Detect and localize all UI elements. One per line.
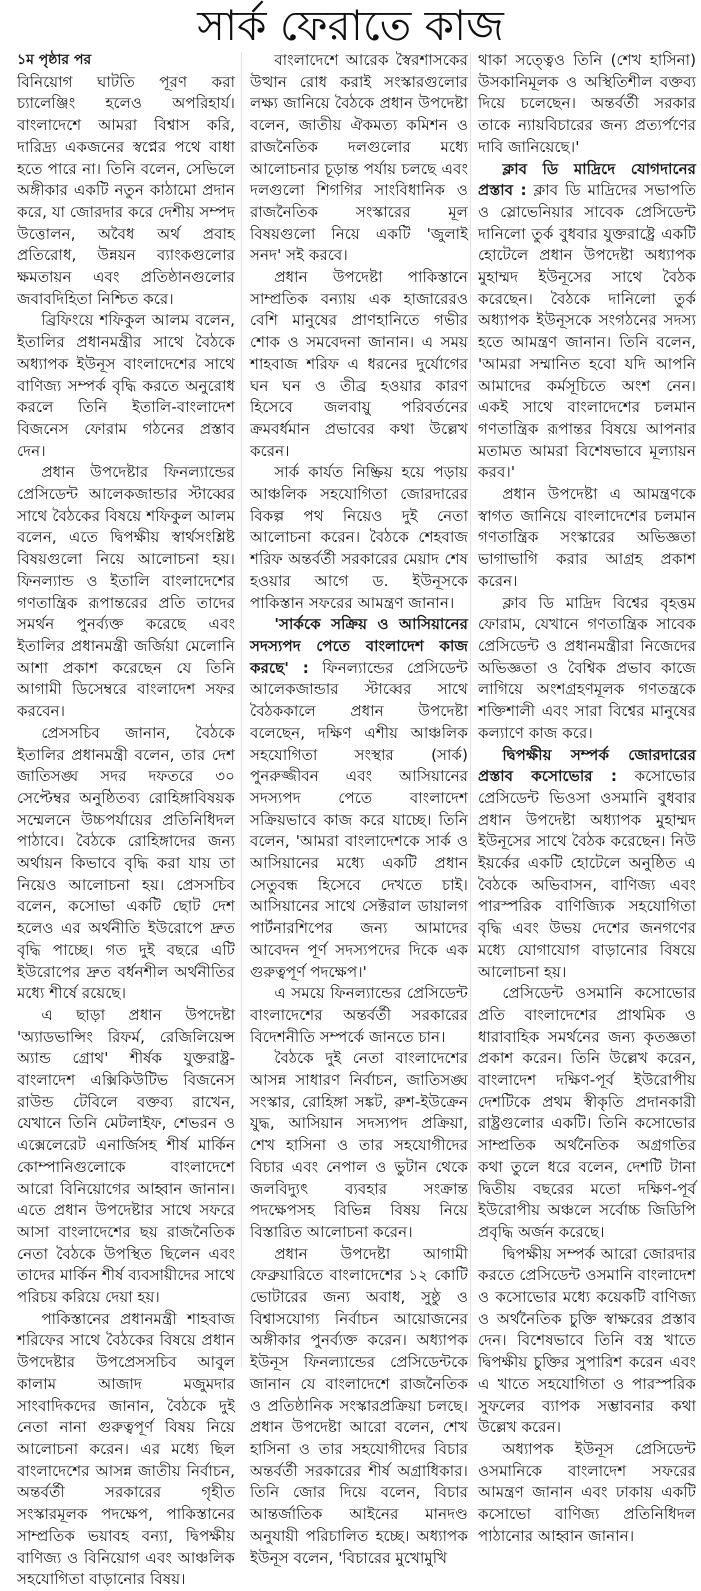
paragraph: থাকা সত্ত্বেও তিনি (শেখ হাসিনা) উসকানিমূলক ও অস্থিতিশীল বক্তব্য দিয়ে চলেছেন। অন্তর্বর্তী সরকার তাকে ন্যায়বিচারের জন্য প্রত্যর্পণের দাবি জানিয়েছে।' — [478, 51, 696, 156]
paragraph: বাংলাদেশে আরেক স্বৈরশাসকের উত্থান রোধ করাই সংস্কারগুলোর লক্ষ্য জানিয়ে বৈঠকে প্রধান উপদেষ্টা বলেন, জাতীয় ঐকমত্য কমিশন ও রাজনৈতিক দলগুলোর মধ্যে আলোচনার চূড়ান্ত পর্যায় চলছে এবং দলগুলো শিগগির সাংবিধানিক ও রাজনৈতিক সংস্কারের মূল বিষয়গুলো নিয়ে একটি 'জুলাই সনদ' সই করবে। — [250, 51, 468, 265]
article-column-2 — [250, 50, 468, 1569]
column-divider — [470, 52, 471, 1367]
paragraph-text: ক্লাব ডি মাদ্রিদের সভাপতি ও স্লোভেনিয়ার সাবেক প্রেসিডেন্ট দানিলো তুর্ক বুধবার যুক্তরাষ্ট্রে একটি হোটেলে প্রধান উপদেষ্টা অধ্যাপক মুহাম্মদ ইউনূসের সাথে বৈঠক করেছেন। বৈঠকে দানিলো তুর্ক অধ্যাপক ইউনূসকে সংগঠনের সদস্য হতে আমন্ত্রণ জানান। তিনি বলেন, 'আমরা সম্মানিত হবো যদি আপনি আমাদের কর্মসূচিতে অংশ নেন। একই সাথে বাংলাদেশের চলমান গণতান্ত্রিক রূপান্তর বিষয়ে আপনার মতামত আমরা বিশেষভাবে মূল্যায়ন করব।' — [478, 181, 696, 482]
paragraph-with-subhead — [250, 614, 468, 983]
paragraph: এ সময়ে ফিনল্যান্ডের প্রেসিডেন্ট বাংলাদেশের অন্তর্বর্তী সরকারের বিদেশনীতি সম্পর্কে জানতে চান। — [250, 984, 468, 1046]
paragraph: প্রধান উপদেষ্টা পাকিস্তানে সাম্প্রতিক বন্যায় এক হাজারেরও বেশি মানুষের প্রাণহানিতে গভীর শোক ও সমবেদনা জানান। এ সময় শাহবাজ শরিফ এ ধরনের দুর্যোগের ঘন ঘন ও তীব্র হওয়ার কারণ হিসেবে জলবায়ু পরিবর্তনের ক্রমবর্ধমান প্রভাবের কথা উল্লেখ করেন। — [250, 268, 468, 460]
paragraph-text: কসোভোর প্রেসিডেন্ট ভিওসা ওসমানি বুধবার প্রধান উপদেষ্টা অধ্যাপক মুহাম্মদ ইউনূসের সাথে বৈঠক করেছেন। নিউ ইয়র্কের একটি হোটেলে অনুষ্ঠিত এ বৈঠকে অভিবাসন, বাণিজ্য এবং পারস্পরিক বাণিজ্যিক সহযোগিতা বৃদ্ধি এবং উভয় দেশের জনগণের মধ্যে যোগাযোগ বাড়ানোর বিষয়ে আলোচনা হয়। — [478, 767, 696, 981]
paragraph: ক্লাব ডি মাদ্রিদ বিশ্বের বৃহত্তম ফোরাম, যেখানে গণতান্ত্রিক সাবেক প্রেসিডেন্ট ও প্রধানমন্ত্রীরা নিজেদের অভিজ্ঞতা ও বৈশ্বিক প্রভাব কাজে লাগিয়ে অংশগ্রহণমূলক গণতন্ত্রকে শক্তিশালী এবং সারা বিশ্বের মানুষের কল্যাণে কাজ করে। — [478, 593, 696, 742]
headline: সার্ক ফেরাতে কাজ — [197, 1, 504, 50]
subheading: 'সার্ককে সক্রিয় ও আসিয়ানের সদস্যপদ পেতে বাংলাদেশ কাজ করছে' : — [250, 615, 468, 677]
paragraph: দ্বিপক্ষীয় সম্পর্ক আরো জোরদার করতে প্রেসিডেন্ট ওসমানি বাংলাদেশ ও কসোভোর মধ্যে কয়েকটি বাণিজ্য ও অর্থনৈতিক চুক্তি স্বাক্ষরের প্রস্তাব দেন। বিশেষভাবে তিনি বস্ত্র খাতে দ্বিপক্ষীয় চুক্তির সুপারিশ করেন এবং এ খাতে সহযোগিতা ও পারস্পরিক সুফলের ব্যাপক সম্ভাবনার কথা উল্লেখ করেন। — [478, 1244, 696, 1437]
paragraph: অধ্যাপক ইউনূস প্রেসিডেন্ট ওসমানিকে বাংলাদেশ সফরের আমন্ত্রণ জানান এবং ঢাকায় একটি কসোভো বাণিজ্য প্রতিনিধিদল পাঠানোর আহ্বান জানান। — [478, 1440, 696, 1545]
paragraph: বৈঠকে দুই নেতা বাংলাদেশের আসন্ন সাধারণ নির্বাচন, জাতিসঙ্ঘ সংস্কার, রোহিঙ্গা সঙ্কট, রুশ-ইউক্রেন যুদ্ধ, আসিয়ান সদস্যপদ প্রক্রিয়া, শেখ হাসিনা ও তার সহযোগীদের বিচার এবং নেপাল ও ভুটান থেকে জলবিদ্যুৎ ব্যবহার সংক্রান্ত পদক্ষেপসহ বিভিন্ন বিষয় নিয়ে বিস্তারিত আলোচনা করেন। — [250, 1049, 468, 1241]
paragraph-text: ফিনল্যান্ডের প্রেসিডেন্ট আলেকজান্ডার স্টাব্বের সাথে বৈঠককালে প্রধান উপদেষ্টা বলেছেন, দক্ষিণ এশীয় আঞ্চলিক সহযোগিতা সংস্থার (সার্ক) পুনরুজ্জীবন এবং আসিয়ানের সদস্যপদ পেতে বাংলাদেশ সক্রিয়ভাবে কাজ করে যাচ্ছে। তিনি বলেন, 'আমরা বাংলাদেশকে সার্ক ও আসিয়ানের মধ্যে একটি প্রধান সেতুবন্ধ হিসেবে দেখতে চাই। আসিয়ানের সাথে সেক্টরাল ডায়ালগ পার্টনারশিপের জন্য আমাদের আবেদন পূর্ণ সদস্যপদের দিকে এক গুরুত্বপূর্ণ পদক্ষেপ।' — [250, 658, 468, 981]
paragraph: প্রেসিডেন্ট ওসমানি কসোভোর প্রতি বাংলাদেশের প্রাথমিক ও ধারাবাহিক সমর্থনের জন্য কৃতজ্ঞতা প্রকাশ করেন। তিনি উল্লেখ করেন, বাংলাদেশ দক্ষিণ-পূর্ব ইউরোপীয় দেশটিকে প্রথম স্বীকৃতি প্রদানকারী রাষ্ট্রগুলোর একটি। তিনি কসোভোর সাম্প্রতিক অর্থনৈতিক অগ্রগতির কথা তুলে ধরে বলেন, দেশটি টানা দ্বিতীয় বছরের মতো দক্ষিণ-পূর্ব ইউরোপীয় অঞ্চলে সর্বোচ্চ জিডিপি প্রবৃদ্ধি অর্জন করেছে। — [478, 984, 696, 1241]
article-column-3 — [478, 50, 696, 1548]
paragraph: প্রেসসচিব জানান, বৈঠকে ইতালির প্রধানমন্ত্রী বলেন, তার দেশ জাতিসঙ্ঘ সদর দফতরে ৩০ সেপ্টেম্বর অনুষ্ঠিতব্য রোহিঙ্গাবিষয়ক সম্মেলনে উচ্চপর্যায়ের প্রতিনিধিদল পাঠাবে। বৈঠকে রোহিঙ্গাদের জন্য অর্থায়ন কিভাবে বৃদ্ধি করা যায় তা নিয়েও আলোচনা হয়। প্রেসসচিব বলেন, কসোভা একটি ছোট দেশ হলেও এর অর্থনীতি ইউরোপে দ্রুত বৃদ্ধি পাচ্ছে। গত দুই বছরে এটি ইউরোপের দ্রুত বর্ধনশীল অর্থনীতির মধ্যে শীর্ষে রয়েছে। — [17, 723, 235, 1003]
paragraph: ব্রিফিংয়ে শফিকুল আলম বলেন, ইতালির প্রধানমন্ত্রীর সাথে বৈঠকে অধ্যাপক ইউনূস বাংলাদেশের সাথে বাণিজ্য সম্পর্ক বৃদ্ধি করতে অনুরোধ করলে তিনি ইতালি-বাংলাদেশ বিজনেস ফোরাম গঠনের প্রস্তাব দেন। — [17, 311, 235, 460]
article-column-1 — [17, 50, 235, 1591]
paragraph: প্রধান উপদেষ্টা আগামী ফেব্রুয়ারিতে বাংলাদেশের ১২ কোটি ভোটারের জন্য অবাধ, সুষ্ঠু ও বিশ্বাসযোগ্য নির্বাচন আয়োজনের অঙ্গীকার পুনর্ব্যক্ত করেন। অধ্যাপক ইউনূস ফিনল্যান্ডের প্রেসিডেন্টকে জানান যে বাংলাদেশে রাজনৈতিক ও প্রতিষ্ঠানিক সংস্কারপ্রক্রিয়া চলছে। প্রধান উপদেষ্টা আরো বলেন, শেখ হাসিনা ও তার সহযোগীদের বিচার অন্তর্বর্তী সরকারের শীর্ষ অগ্রাধিকার। তিনি জোর দিয়ে বলেন, বিচার আন্তর্জাতিক আইনের মানদণ্ড অনুযায়ী পরিচালিত হচ্ছে। অধ্যাপক ইউনূস বলেন, 'বিচারের মুখোমুখি — [250, 1244, 468, 1567]
paragraph-with-subhead — [478, 159, 696, 485]
subheading: দ্বিপক্ষীয় সম্পর্ক জোরদারের প্রস্তাব কসোভোর : — [478, 745, 696, 786]
paragraph: প্রধান উপদেষ্টা এ আমন্ত্রণকে স্বাগত জানিয়ে বাংলাদেশের চলমান গণতান্ত্রিক সংস্কারের অভিজ্ঞতা ভাগাভাগি করার আগ্রহ প্রকাশ করেন। — [478, 485, 696, 590]
paragraph: সার্ক কার্যত নিষ্ক্রিয় হয়ে পড়ায় আঞ্চলিক সহযোগিতা জোরদারের বিকল্প পথ নিয়েও দুই নেতা আলোচনা করেন। বৈঠকে শেহবাজ শরিফ অন্তর্বর্তী সরকারের মেয়াদ শেষ হওয়ার আগে ড. ইউনূসকে পাকিস্তান সফরের আমন্ত্রণ জানান। — [250, 463, 468, 612]
subheading: ক্লাব ডি মাদ্রিদে যোগদানের প্রস্তাব : — [478, 159, 696, 200]
paragraph: প্রধান উপদেষ্টার ফিনল্যান্ডের প্রেসিডেন্ট আলেকজান্ডার স্টাব্বের সাথে বৈঠকের বিষয়ে শফিকুল আলম বলেন, এতে দ্বিপক্ষীয় স্বার্থসংশ্লিষ্ট বিষয়গুলো নিয়ে আলোচনা হয়। ফিনল্যান্ড ও ইতালি বাংলাদেশের গণতান্ত্রিক রূপান্তরের প্রতি তাদের সমর্থন পুনর্ব্যক্ত করেছে এবং ইতালির প্রধানমন্ত্রী জর্জিয়া মেলোনি আশা প্রকাশ করেছেন যে তিনি আগামী ডিসেম্বরে বাংলাদেশ সফর করবেন। — [17, 463, 235, 721]
paragraph: এ ছাড়া প্রধান উপদেষ্টা 'অ্যাডভান্সিং রিফর্ম, রেজিলিয়েন্স অ্যান্ড গ্রোথ' শীর্ষক যুক্তরাষ্ট্র-বাংলাদেশ এক্সিকিউটিভ বিজনেস রাউন্ড টেবিলে বক্তব্য রাখেন, যেখানে তিনি মেটলাইফ, শেভরন ও এক্সেলেরেট এনার্জিসহ শীর্ষ মার্কিন কোম্পানিগুলোকে বাংলাদেশে আরো বিনিয়োগের আহ্বান জানান। এতে প্রধান উপদেষ্টার সাথে সফরে আসা বাংলাদেশের ছয় রাজনৈতিক নেতা বৈঠকে উপস্থিত ছিলেন এবং তাদের মার্কিন শীর্ষ ব্যবসায়ীদের সাথে পরিচয় করিয়ে দেয়া হয়। — [17, 1005, 235, 1307]
paragraph-with-subhead — [478, 745, 696, 984]
paragraph: পাকিস্তানের প্রধানমন্ত্রী শাহবাজ শরিফের সাথে বৈঠকের বিষয়ে প্রধান উপদেষ্টার উপপ্রেসসচিব আবুল কালাম আজাদ মজুমদার সাংবাদিকদের জানান, বৈঠকে দুই নেতা নানা গুরুত্বপূর্ণ বিষয় নিয়ে আলোচনা করেন। এর মধ্যে ছিল বাংলাদেশের আসন্ন জাতীয় নির্বাচন, অন্তর্বর্তী সরকারের গৃহীত সংস্কারমূলক পদক্ষেপ, পাকিস্তানের সাম্প্রতিক ভয়াবহ বন্যা, দ্বিপক্ষীয় বাণিজ্য ও বিনিয়োগ এবং আঞ্চলিক সহযোগিতা বাড়ানোর বিষয়। — [17, 1309, 235, 1589]
continuation-kicker: ১ম পৃষ্ঠার পর — [17, 52, 92, 68]
column-divider — [241, 52, 242, 1367]
paragraph: বিনিয়োগ ঘাটতি পূরণ করা চ্যালেঞ্জিং হলেও অপরিহার্য। বাংলাদেশে আমরা বিশ্বাস করি, দারিদ্র্য একজনের স্বপ্নের পথে বাধা হতে পারে না। তিনি বলেন, সেভিলে অঙ্গীকার একটি নতুন কাঠামো প্রদান করে, যা জোরদার করে দেশীয় সম্পদ উত্তোলন, অবৈধ অর্থ প্রবাহ প্রতিরোধ, উন্নয়ন ব্যাংকগুলোর ক্ষমতায়ন এবং প্রতিষ্ঠানগুলোর জবাবদিহিতা নিশ্চিত করে। — [17, 72, 235, 308]
